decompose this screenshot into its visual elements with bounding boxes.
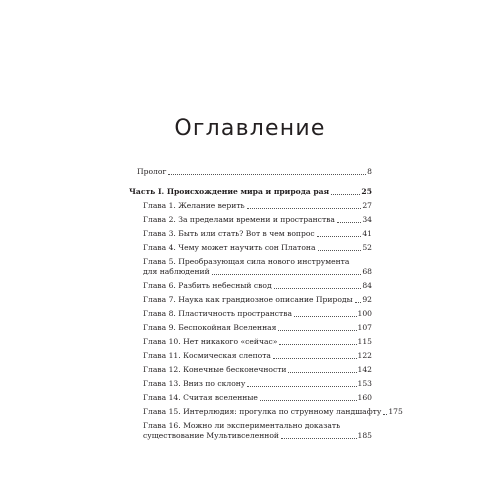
toc-entry-chapter-14 <box>143 393 372 403</box>
toc-entry-page: 142 <box>357 365 372 374</box>
toc-entry-chapter-10 <box>143 337 372 347</box>
toc-entry-title-line1: Глава 16. Можно ли экспериментально доказать <box>143 421 341 430</box>
leader-dots <box>274 288 362 289</box>
toc-entry-page: 25 <box>361 187 372 196</box>
toc-entry-chapter-6 <box>143 281 372 291</box>
toc-entry-page: 185 <box>357 431 372 440</box>
leader-dots <box>288 372 356 373</box>
toc-entry-chapter-12 <box>143 365 372 375</box>
leader-dots <box>279 344 356 345</box>
toc-entry-line2 <box>143 267 372 277</box>
toc-entry-page: 68 <box>362 267 372 276</box>
leader-dots <box>331 194 360 195</box>
toc-entry-part-1 <box>129 187 372 197</box>
leader-dots <box>337 222 361 223</box>
toc-entry-title: Пролог <box>137 167 167 176</box>
toc-entry-chapter-3 <box>143 229 372 239</box>
toc-entry-title: Глава 15. Интерлюдия: прогулка по струнному ландшафту <box>143 407 382 416</box>
toc-entry-chapter-16 <box>143 421 372 441</box>
leader-dots <box>278 330 356 331</box>
toc-entry-title: Глава 6. Разбить небесный свод <box>143 281 272 290</box>
leader-dots <box>273 358 357 359</box>
toc-entry-chapter-5 <box>143 257 372 277</box>
toc-entry-title: Глава 7. Наука как грандиозное описание Природы <box>143 295 353 304</box>
leader-dots <box>212 274 362 275</box>
toc-entry-page: 41 <box>362 229 372 238</box>
toc-entry-page: 115 <box>357 337 372 346</box>
toc-entry-title: Глава 12. Конечные бесконечности <box>143 365 287 374</box>
toc-entry-chapter-1 <box>143 201 372 211</box>
toc-entry-title: Глава 2. За пределами времени и пространства <box>143 215 335 224</box>
toc-entry-page: 92 <box>362 295 372 304</box>
toc-entry-page: 153 <box>357 379 372 388</box>
toc-entry-page: 107 <box>357 323 372 332</box>
toc-entry-page: 100 <box>357 309 372 318</box>
page-title: Оглавление <box>174 116 326 141</box>
toc-entry-title: Глава 4. Чему может научить сон Платона <box>143 243 316 252</box>
toc-entry-title: Глава 14. Считая вселенные <box>143 393 258 402</box>
leader-dots <box>355 302 362 303</box>
toc-entry-title: Глава 1. Желание верить <box>143 201 245 210</box>
leader-dots <box>318 250 362 251</box>
leader-dots <box>294 316 356 317</box>
toc-entry-prologue <box>137 167 372 177</box>
toc-entry-chapter-15 <box>143 407 403 417</box>
toc-entry-title-line1: Глава 5. Преобразующая сила нового инструмента <box>143 257 350 266</box>
toc-entry-page: 160 <box>357 393 372 402</box>
leader-dots <box>247 386 356 387</box>
toc-entry-page: 27 <box>362 201 372 210</box>
leader-dots <box>247 208 362 209</box>
leader-dots <box>317 236 362 237</box>
toc-entry-page: 175 <box>388 407 403 416</box>
toc-entry-title: Глава 13. Вниз по склону <box>143 379 246 388</box>
leader-dots <box>168 174 366 175</box>
toc-entry-title: Часть I. Происхождение мира и природа рая <box>129 187 330 196</box>
toc-entry-chapter-11 <box>143 351 372 361</box>
toc-entry-chapter-9 <box>143 323 372 333</box>
toc-entry-chapter-7 <box>143 295 372 305</box>
toc-entry-page: 84 <box>362 281 372 290</box>
toc-entry-page: 52 <box>362 243 372 252</box>
toc-entry-title: Глава 10. Нет никакого «сейчас» <box>143 337 278 346</box>
toc-entry-page: 8 <box>367 167 372 176</box>
toc-entry-title: Глава 9. Беспокойная Вселенная <box>143 323 277 332</box>
toc-entry-title-line2: для наблюдений <box>143 267 210 276</box>
toc-entry-title-line2: существование Мультивселенной <box>143 431 279 440</box>
leader-dots <box>260 400 357 401</box>
toc-entry-title: Глава 8. Пластичность пространства <box>143 309 293 318</box>
toc-entry-chapter-4 <box>143 243 372 253</box>
leader-dots <box>281 438 357 439</box>
leader-dots <box>383 414 387 415</box>
toc-entry-page: 34 <box>362 215 372 224</box>
toc-entry-line2 <box>143 431 372 441</box>
toc-entry-chapter-2 <box>143 215 372 225</box>
toc-entry-title: Глава 3. Быть или стать? Вот в чем вопрос <box>143 229 315 238</box>
toc-entry-page: 122 <box>357 351 372 360</box>
toc-entry-title: Глава 11. Космическая слепота <box>143 351 271 360</box>
toc-entry-chapter-8 <box>143 309 372 319</box>
toc-entry-chapter-13 <box>143 379 372 389</box>
